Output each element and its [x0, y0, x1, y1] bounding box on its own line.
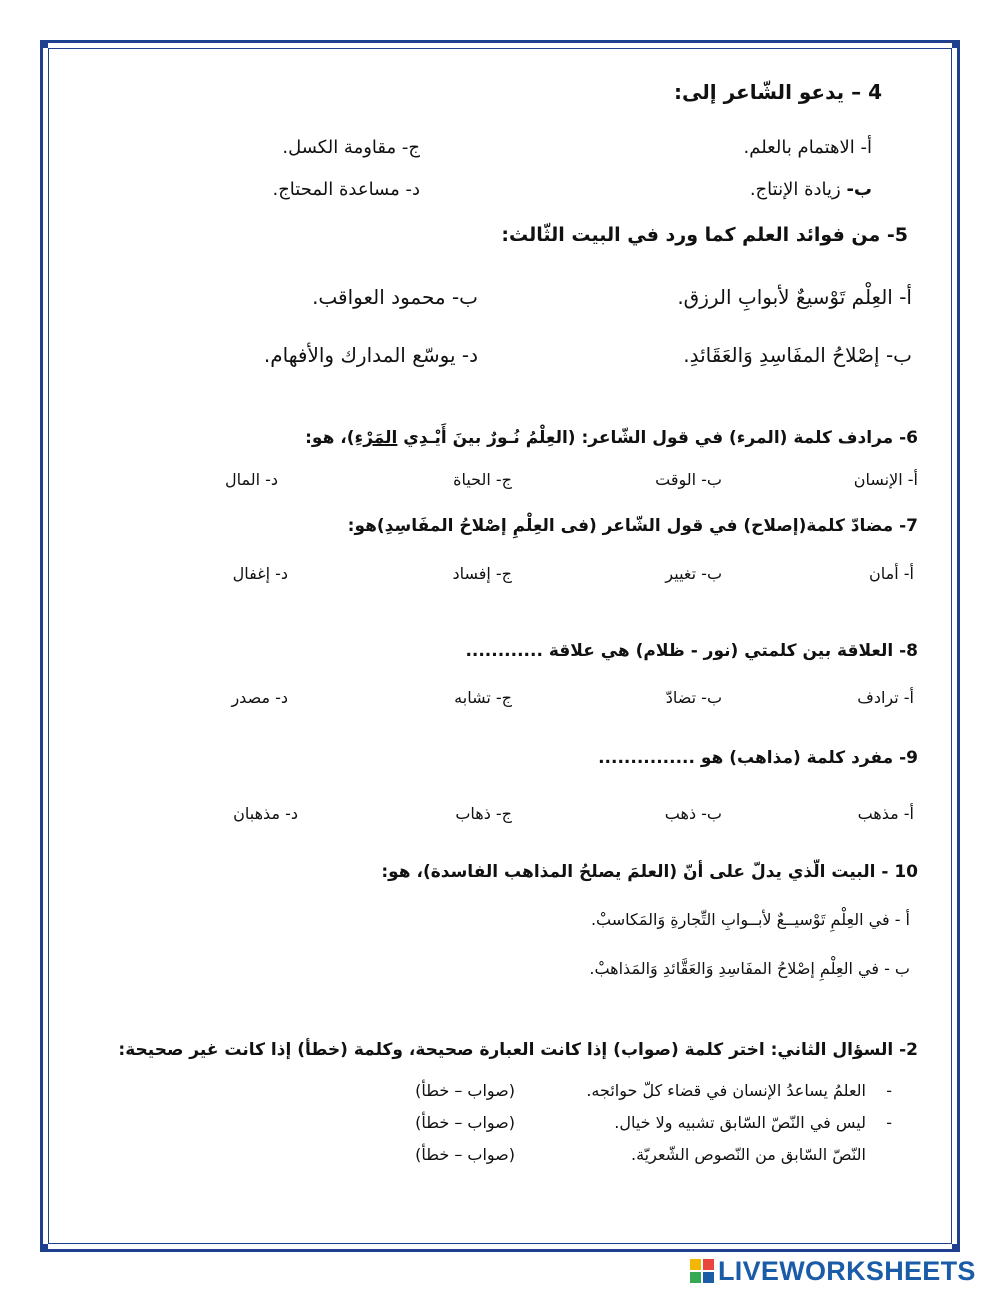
q9-option-b[interactable]: ب- ذهب — [664, 804, 722, 823]
tf-item-2-dash: - — [886, 1113, 892, 1132]
section2-title: 2- السؤال الثاني: اختر كلمة (صواب) إذا كانت العبارة صحيحة، وكلمة (خطأ) إذا كانت غير صحيحة: — [118, 1040, 918, 1060]
q8-option-b[interactable]: ب- تضادّ — [665, 688, 722, 707]
q6-option-d[interactable]: د- المال — [224, 470, 278, 489]
q8-option-a[interactable]: أ- ترادف — [857, 688, 914, 707]
q6-title-underlined-word: المَرْءِ — [354, 428, 398, 448]
corner-ornament — [952, 40, 960, 48]
q4-option-b-text: زيادة الإنتاج. — [749, 179, 847, 200]
q7-option-d[interactable]: د- إغفال — [232, 564, 288, 583]
q7-title: 7- مضادّ كلمة(إصلاح) في قول الشّاعر (فى العِلْمِ إصْلاحُ المفَاسِدِ)هو: — [347, 516, 918, 536]
tf-item-1-choice[interactable]: (صواب – خطأ) — [415, 1081, 515, 1100]
q9-option-c[interactable]: ج- ذهاب — [455, 804, 512, 823]
q7-option-c[interactable]: ج- إفساد — [452, 564, 512, 583]
q5-option-a[interactable]: أ- العِلْم تَوْسيعٌ لأبوابِ الرزق. — [677, 285, 912, 309]
q4-option-a[interactable]: أ- الاهتمام بالعلم. — [743, 137, 872, 158]
q4-option-b-label: ب- — [846, 179, 872, 200]
tf-item-1-statement: العلمُ يساعدُ الإنسان في قضاء كلّ حوائجه. — [586, 1081, 866, 1100]
q6-title-start: 6- مرادف كلمة (المرء) في قول الشّاعر: (العِلْمُ نُـورٌ بينَ أَيْـدِي — [397, 428, 918, 448]
tf-item-3-statement: النّصّ السّابق من النّصوص الشّعريّة. — [631, 1145, 866, 1164]
q8-option-c[interactable]: ج- تشابه — [454, 688, 512, 707]
q5-option-c[interactable]: ب- إصْلاحُ المفَاسِدِ وَالعَقَائدِ. — [683, 343, 912, 367]
q8-option-d[interactable]: د- مصدر — [231, 688, 288, 707]
q6-option-a[interactable]: أ- الإنسان — [853, 470, 918, 489]
q6-option-c[interactable]: ج- الحياة — [453, 470, 512, 489]
q4-title: 4 – يدعو الشّاعر إلى: — [674, 80, 882, 104]
q5-title: 5- من فوائد العلم كما ورد في البيت الثّالث: — [501, 224, 908, 246]
q10-option-b[interactable]: ب - في العِلْمِ إصْلاحُ المفَاسِدِ وَالعَقَّائدِ وَالمَذاهبْ. — [589, 959, 910, 978]
q6-title — [305, 430, 918, 447]
q6-option-b[interactable]: ب- الوقت — [655, 470, 722, 489]
corner-ornament — [40, 40, 48, 48]
tf-item-2-statement: ليس في النّصّ السّابق تشبيه ولا خيال. — [614, 1113, 866, 1132]
q10-option-a[interactable]: أ - في العِلْمِ تَوْسيــعٌ لأبــوابِ التِّجارةِ وَالمَكاسبْ. — [590, 910, 910, 929]
q9-title: 9- مفرد كلمة (مذاهب) هو ............... — [598, 748, 918, 768]
liveworksheets-logo — [690, 1256, 976, 1286]
q7-option-a[interactable]: أ- أمان — [869, 564, 914, 583]
q7-option-b[interactable]: ب- تغيير — [665, 564, 722, 583]
q9-option-a[interactable]: أ- مذهب — [857, 804, 914, 823]
q5-option-b[interactable]: ب- محمود العواقب. — [312, 285, 478, 309]
q4-option-c[interactable]: ج- مقاومة الكسل. — [282, 137, 420, 158]
q4-option-d[interactable]: د- مساعدة المحتاج. — [272, 179, 420, 200]
corner-ornament — [40, 1244, 48, 1252]
corner-ornament — [952, 1244, 960, 1252]
q6-title-end: )، هو: — [305, 428, 355, 448]
q5-option-d[interactable]: د- يوسّع المدارك والأفهام. — [263, 343, 478, 367]
q4-option-b[interactable] — [750, 181, 872, 199]
liveworksheets-logo-text: LIVEWORKSHEETS — [718, 1255, 976, 1286]
liveworksheets-logo-icon — [690, 1259, 714, 1283]
q8-title: 8- العلاقة بين كلمتي (نور - ظلام) هي علاقة ............ — [465, 641, 918, 661]
q9-option-d[interactable]: د- مذهبان — [233, 804, 298, 823]
tf-item-3-choice[interactable]: (صواب – خطأ) — [415, 1145, 515, 1164]
q10-title: 10 - البيت الّذي يدلّ على أنّ (العلمَ يصلحُ المذاهب الفاسدة)، هو: — [381, 862, 918, 882]
tf-item-1-dash: - — [886, 1081, 892, 1100]
tf-item-2-choice[interactable]: (صواب – خطأ) — [415, 1113, 515, 1132]
